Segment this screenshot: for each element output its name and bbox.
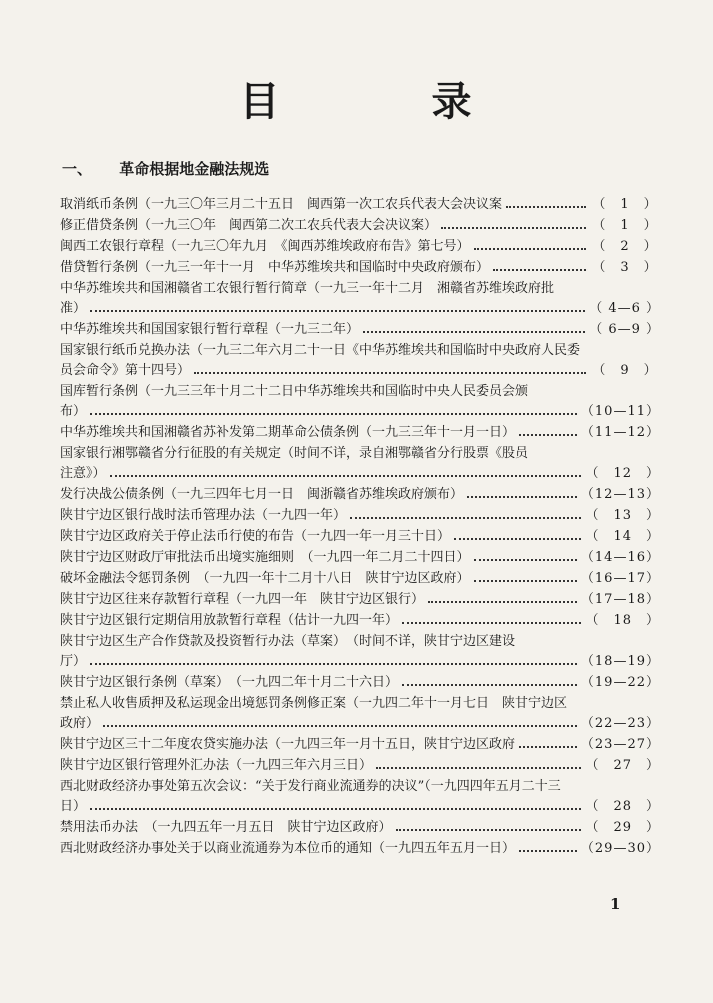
toc-entry-page: （ 29 ） [585, 820, 660, 835]
dot-leader [519, 746, 577, 748]
toc-entry-line [60, 506, 660, 526]
dot-leader [506, 206, 586, 208]
dot-leader [90, 663, 577, 665]
toc-entry-title: 陕甘宁边区银行战时法币管理办法（一九四一年） [60, 508, 347, 523]
dot-leader [441, 227, 586, 229]
toc-entry [60, 777, 660, 817]
page-title [0, 70, 713, 127]
toc-entry-page: （12—13） [580, 487, 660, 502]
toc-entry-title: 陕甘宁边区往来存款暂行章程（一九四一年 陕甘宁边区银行） [60, 592, 425, 607]
toc-entry-line [60, 258, 660, 278]
toc-entry-title: 西北财政经济办事处关于以商业流通券为本位币的通知（一九四五年五月一日） [60, 841, 516, 856]
section-label: 革命根据地金融法规选 [119, 160, 270, 178]
toc-entry-line [60, 464, 660, 484]
dot-leader [396, 829, 582, 831]
toc-entry-title: 陕甘宁边区政府关于停止法币行使的布告（一九四一年一月三十日） [60, 529, 451, 544]
toc-entry-line [60, 382, 660, 402]
toc-entry [60, 839, 660, 859]
toc-entry-line [60, 279, 660, 299]
toc-entry-title: 陕甘宁边区三十二年度农贷实施办法（一九四三年一月十五日，陕甘宁边区政府 [60, 737, 516, 752]
toc-entry-page: （ 12 ） [585, 466, 660, 481]
toc-entry-page: （ 9 ） [592, 363, 658, 378]
toc-entry-title: 破坏金融法令惩罚条例 （一九四一年十二月十八日 陕甘宁边区政府） [60, 571, 470, 586]
toc-entry-line [60, 632, 660, 652]
toc-entry-page: （11—12） [580, 425, 660, 440]
dot-leader [467, 496, 577, 498]
toc-entry [60, 569, 660, 589]
toc-entry-line [60, 797, 660, 817]
title-char-right: 录 [431, 78, 474, 125]
toc-entry [60, 423, 660, 443]
toc-entry-line [60, 611, 660, 631]
dot-leader [402, 622, 581, 624]
toc-entry-title: 陕甘宁边区财政厅审批法币出境实施细则 （一九四一年二月二十四日） [60, 550, 470, 565]
toc-entry-title: 国家银行湘鄂赣省分行征股的有关规定（时间不详，录自湘鄂赣省分行股票《股员 [60, 446, 529, 461]
toc-entry-page: （14—16） [580, 550, 660, 565]
toc-entry-line [60, 320, 660, 340]
toc-entry [60, 216, 660, 236]
toc-entry-page: （ 13 ） [585, 508, 660, 523]
toc-entry [60, 258, 660, 278]
toc-entry-title: 陕甘宁边区银行条例（草案） （一九四二年十月二十六日） [60, 675, 399, 690]
page-number: 1 [610, 895, 621, 913]
toc-entry-page: （22—23） [580, 716, 660, 731]
title-char-left: 目 [239, 78, 282, 125]
toc-entry-page: （16—17） [580, 571, 660, 586]
toc-entry-title: 西北财政经济办事处第五次会议：“关于发行商业流通券的决议”（一九四四年五月二十三 [60, 779, 561, 794]
toc-entry-line [60, 777, 660, 797]
dot-leader [103, 725, 577, 727]
dot-leader [474, 580, 577, 582]
toc-entry-title: 准） [60, 301, 87, 316]
toc-entry-title: 中华苏维埃共和国国家银行暂行章程（一九三二年） [60, 322, 360, 337]
toc-entry-line [60, 714, 660, 734]
toc-entry-title: 借贷暂行条例（一九三一年十一月 中华苏维埃共和国临时中央政府颁布） [60, 260, 490, 275]
toc-entry [60, 485, 660, 505]
dot-leader [376, 767, 581, 769]
toc-entry-page: （ 3 ） [592, 260, 658, 275]
toc-entry-line [60, 839, 660, 859]
toc-entry [60, 694, 660, 734]
toc-entry-title: 国库暂行条例（一九三三年十月二十二日中华苏维埃共和国临时中央人民委员会颁 [60, 384, 529, 399]
toc-entry-line [60, 652, 660, 672]
dot-leader [519, 850, 577, 852]
toc-entry-line [60, 673, 660, 693]
toc-entry-line [60, 527, 660, 547]
toc-entry [60, 382, 660, 422]
toc-entry [60, 756, 660, 776]
toc-entry-line [60, 423, 660, 443]
toc-entry [60, 611, 660, 631]
toc-entry-page: （ 1 ） [592, 218, 658, 233]
toc-entry-line [60, 341, 660, 361]
toc-entry [60, 279, 660, 319]
toc-entry [60, 590, 660, 610]
dot-leader [428, 601, 577, 603]
toc-entry-title: 陕甘宁边区银行管理外汇办法（一九四三年六月三日） [60, 758, 373, 773]
dot-leader [350, 517, 581, 519]
toc-entry-page: （ 2 ） [592, 239, 658, 254]
toc-entry [60, 444, 660, 484]
dot-leader [402, 684, 577, 686]
toc-entry-title: 厅） [60, 654, 87, 669]
toc-entry-page: （17—18） [580, 592, 660, 607]
toc-entry-line [60, 361, 660, 381]
toc-entry-title: 日） [60, 799, 87, 814]
toc-entry-line [60, 735, 660, 755]
toc-entry-line [60, 756, 660, 776]
toc-entry-title: 政府） [60, 716, 100, 731]
toc-entry-page: （ 28 ） [585, 799, 660, 814]
toc-entry-line [60, 590, 660, 610]
toc-entry [60, 818, 660, 838]
toc-entry [60, 673, 660, 693]
dot-leader [363, 331, 585, 333]
toc-entry [60, 506, 660, 526]
toc-entry-line [60, 569, 660, 589]
toc-entry [60, 548, 660, 568]
toc-list [60, 195, 660, 860]
dot-leader [454, 538, 581, 540]
toc-entry-page: （ 1 ） [592, 197, 658, 212]
toc-entry-line [60, 548, 660, 568]
toc-entry-title: 禁用法币办法 （一九四五年一月五日 陕甘宁边区政府） [60, 820, 392, 835]
toc-entry-page: （ 18 ） [585, 613, 660, 628]
toc-entry-title: 禁止私人收售质押及私运现金出境惩罚条例修正案（一九四二年十一月七日 陕甘宁边区 [60, 696, 568, 711]
toc-entry-title: 取消纸币条例（一九三〇年三月二十五日 闽西第一次工农兵代表大会决议案 [60, 197, 503, 212]
toc-entry-title: 发行决战公债条例（一九三四年七月一日 闽浙赣省苏维埃政府颁布） [60, 487, 464, 502]
toc-entry-page: （ 6—9 ） [589, 322, 660, 337]
toc-entry-line [60, 402, 660, 422]
toc-entry-title: 中华苏维埃共和国湘赣省工农银行暂行简章（一九三一年十二月 湘赣省苏维埃政府批 [60, 281, 555, 296]
toc-entry-title: 闽西工农银行章程（一九三〇年九月 《闽西苏维埃政府布告》第七号） [60, 239, 470, 254]
toc-entry-page: （29—30） [580, 841, 660, 856]
toc-entry-line [60, 237, 660, 257]
toc-entry-page: （23—27） [580, 737, 660, 752]
toc-entry-title: 员会命令》第十四号） [60, 363, 191, 378]
dot-leader [110, 475, 582, 477]
toc-entry-title: 国家银行纸币兑换办法（一九三二年六月二十一日《中华苏维埃共和国临时中央政府人民委 [60, 343, 581, 358]
dot-leader [90, 413, 577, 415]
toc-entry-line [60, 818, 660, 838]
dot-leader [194, 372, 586, 374]
dot-leader [493, 269, 586, 271]
toc-entry-line [60, 485, 660, 505]
toc-entry-line [60, 195, 660, 215]
toc-entry [60, 195, 660, 215]
toc-entry-page: （ 27 ） [585, 758, 660, 773]
toc-entry [60, 320, 660, 340]
toc-entry-page: （19—22） [580, 675, 660, 690]
toc-entry-page: （10—11） [580, 404, 660, 419]
toc-entry-line [60, 444, 660, 464]
dot-leader [90, 310, 585, 312]
toc-entry-page: （ 4—6 ） [589, 301, 660, 316]
toc-entry-line [60, 694, 660, 714]
toc-entry-title: 修正借贷条例（一九三〇年 闽西第二次工农兵代表大会决议案） [60, 218, 438, 233]
section-number: 一、 [62, 160, 93, 178]
toc-entry [60, 237, 660, 257]
dot-leader [474, 559, 577, 561]
toc-entry-page: （ 14 ） [585, 529, 660, 544]
toc-entry-title: 注意》） [60, 466, 106, 481]
toc-entry [60, 632, 660, 672]
toc-entry [60, 527, 660, 547]
toc-entry [60, 735, 660, 755]
toc-entry-page: （18—19） [580, 654, 660, 669]
dot-leader [474, 248, 586, 250]
toc-entry [60, 341, 660, 381]
section-heading [62, 158, 269, 179]
toc-entry-title: 中华苏维埃共和国湘赣省苏补发第二期革命公债条例（一九三三年十一月一日） [60, 425, 516, 440]
toc-entry-line [60, 216, 660, 236]
toc-entry-title: 陕甘宁边区生产合作贷款及投资暂行办法（草案） （时间不详，陕甘宁边区建设 [60, 634, 516, 649]
toc-entry-title: 布） [60, 404, 87, 419]
toc-entry-line [60, 299, 660, 319]
toc-entry-title: 陕甘宁边区银行定期信用放款暂行章程（估计一九四一年） [60, 613, 399, 628]
dot-leader [90, 808, 581, 810]
dot-leader [519, 434, 577, 436]
